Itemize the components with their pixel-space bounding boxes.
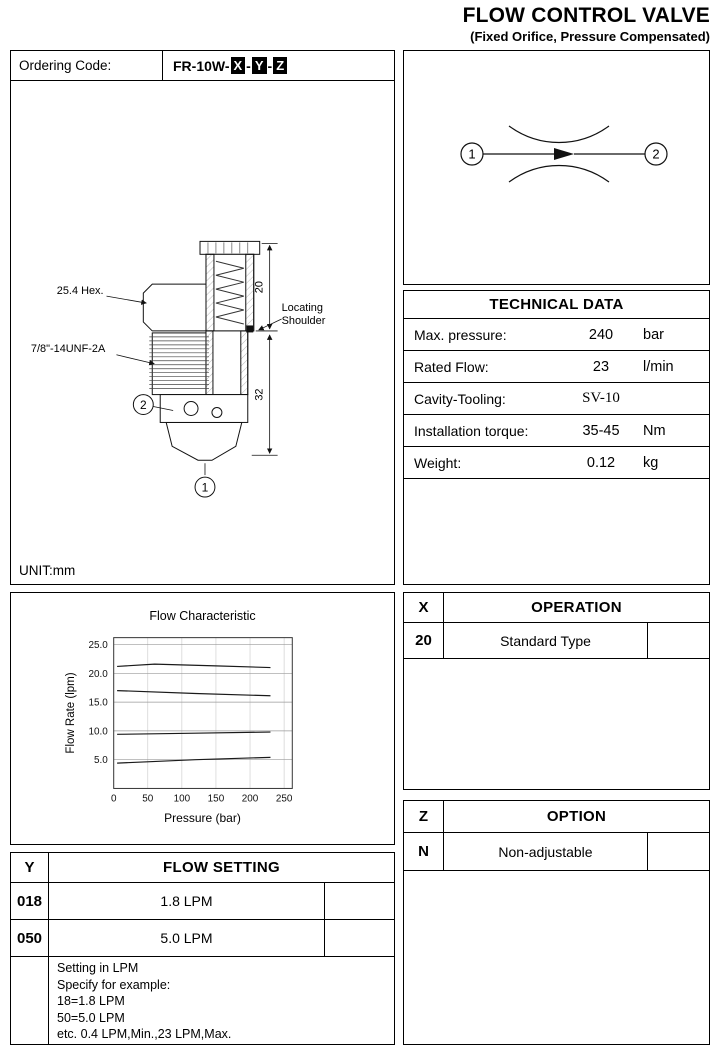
valve-thread-section (152, 333, 206, 395)
chart-series-line (117, 691, 270, 696)
chart-xtick-label: 150 (207, 793, 225, 805)
option-code: N (404, 833, 444, 870)
hex-size-label: 25.4 Hex. (56, 285, 104, 298)
flow-setting-label: 5.0 LPM (160, 930, 213, 946)
symbol-port-2-number: 2 (652, 146, 660, 162)
dim-32-label: 32 (253, 388, 266, 401)
ordering-code-sep2: - (267, 57, 273, 74)
flow-setting-panel (10, 852, 395, 1045)
chart-y-axis-label: Flow Rate (lpm) (65, 672, 77, 754)
operation-label: Standard Type (500, 632, 591, 649)
chart-x-axis-label: Pressure (bar) (164, 811, 241, 825)
valve-body-group (143, 241, 259, 460)
table-row (404, 623, 709, 659)
option-key-header: Z (404, 801, 444, 832)
note-line: Setting in LPM (57, 961, 139, 975)
flow-setting-note (11, 957, 394, 1044)
chart-series-line (117, 664, 270, 667)
option-label: Non-adjustable (498, 843, 593, 860)
chart-ytick-label: 5.0 (93, 755, 108, 767)
flow-setting-header-row (11, 853, 394, 883)
flow-setting-note-spacer (11, 957, 49, 1044)
tech-value: 23 (592, 358, 610, 375)
schematic-panel (403, 50, 710, 285)
flow-setting-note-body (49, 957, 231, 1044)
thread-leader (116, 355, 154, 364)
tech-value: 35-45 (582, 422, 620, 439)
flow-arrow (554, 148, 574, 160)
table-row (404, 351, 709, 383)
operation-code: 20 (404, 623, 444, 658)
page-subtitle: (Fixed Orifice, Pressure Compensated) (470, 29, 710, 44)
hydraulic-symbol (404, 51, 709, 284)
drawing-panel (10, 50, 395, 585)
valve-section-drawing (11, 81, 394, 551)
table-row (404, 833, 709, 871)
chart-title: Flow Characteristic (149, 609, 256, 623)
technical-data-title: TECHNICAL DATA (404, 291, 709, 319)
tech-value: 0.12 (586, 454, 616, 471)
chart-xtick-label: 250 (275, 793, 293, 805)
operation-end-cell (647, 623, 709, 658)
note-line: 18=1.8 LPM (57, 994, 125, 1008)
tech-label: Cavity-Tooling: (414, 390, 506, 407)
valve-wall-hatch (206, 331, 213, 395)
title-block (463, 4, 710, 44)
flow-characteristic-chart (11, 593, 394, 844)
table-row (404, 319, 709, 351)
ordering-code-x: X (231, 57, 246, 74)
page-title: FLOW CONTROL VALVE (462, 4, 710, 27)
table-row (404, 415, 709, 447)
hex-leader (107, 296, 147, 303)
option-panel (403, 800, 710, 1045)
flow-setting-code: 018 (11, 883, 49, 919)
operation-panel (403, 592, 710, 790)
table-row (11, 920, 394, 957)
flow-setting-title: FLOW SETTING (163, 859, 280, 876)
ordering-code-value (163, 51, 288, 80)
note-line: Specify for example: (57, 977, 171, 992)
tech-unit: bar (643, 326, 664, 343)
port-2-number: 2 (139, 398, 147, 413)
ordering-code-label: Ordering Code: (11, 51, 163, 80)
technical-data-panel (403, 290, 710, 585)
chart-xtick-label: 100 (173, 793, 191, 805)
chart-xtick-label: 0 (110, 793, 117, 805)
tech-unit: Nm (643, 422, 666, 439)
ordering-code-sep1: - (246, 57, 251, 74)
chart-series-line (117, 732, 270, 734)
valve-cross-hole (212, 408, 222, 418)
table-row (404, 447, 709, 479)
flow-characteristic-panel (10, 592, 395, 845)
operation-key-header: X (404, 593, 444, 622)
tech-label: Weight: (414, 454, 462, 471)
orifice-curve-bottom (509, 166, 609, 183)
locating-shoulder-leader (259, 319, 282, 330)
valve-nose (166, 422, 242, 460)
port-1-number: 1 (201, 480, 209, 495)
chart-xtick-label: 200 (241, 793, 259, 805)
valve-wall-hatch (241, 331, 248, 395)
valve-seal-ring (247, 326, 253, 332)
unit-label: UNIT:mm (19, 563, 76, 578)
operation-header-row (404, 593, 709, 623)
tech-label: Rated Flow: (414, 358, 489, 375)
ordering-code-prefix: FR-10W- (173, 57, 230, 74)
tech-unit: kg (643, 454, 659, 471)
operation-title: OPERATION (531, 599, 622, 616)
valve-hex-head (143, 284, 206, 331)
tech-label: Max. pressure: (414, 326, 507, 343)
tech-value: 240 (588, 326, 614, 343)
table-row (404, 383, 709, 415)
tech-value: SV-10 (582, 390, 620, 406)
locating-label-line1: Locating (281, 302, 323, 315)
valve-wall-hatch (206, 254, 214, 331)
ordering-code-y: Y (252, 57, 267, 74)
chart-ytick-label: 20.0 (88, 668, 108, 680)
flow-setting-end-cell (324, 920, 394, 956)
ordering-code-z: Z (273, 57, 287, 74)
option-title: OPTION (546, 808, 607, 825)
tech-unit: l/min (643, 358, 674, 375)
chart-ytick-label: 25.0 (88, 640, 108, 652)
valve-cross-hole (184, 402, 198, 416)
note-line: etc. 0.4 LPM,Min.,23 LPM,Max. (57, 1027, 232, 1041)
note-line: 50=5.0 LPM (57, 1010, 125, 1025)
chart-plot-border (114, 638, 293, 789)
chart-ytick-label: 15.0 (88, 697, 108, 709)
orifice-curve-top (509, 126, 609, 143)
option-end-cell (647, 833, 709, 870)
table-row (11, 883, 394, 920)
flow-setting-end-cell (324, 883, 394, 919)
valve-lower-body (160, 395, 248, 423)
chart-ytick-label: 10.0 (88, 726, 108, 738)
chart-xtick-label: 50 (142, 793, 154, 805)
flow-setting-label: 1.8 LPM (160, 893, 213, 909)
symbol-port-1-number: 1 (468, 146, 476, 162)
dim-20-label: 20 (253, 281, 266, 294)
ordering-code-row (11, 51, 394, 81)
thread-spec-label: 7/8"-14UNF-2A (30, 342, 106, 355)
tech-label: Installation torque: (414, 422, 529, 439)
locating-label-line2: Shoulder (281, 314, 326, 327)
flow-setting-key-header: Y (11, 853, 49, 882)
valve-wall-hatch (246, 254, 254, 331)
valve-top-cap (200, 241, 260, 254)
option-header-row (404, 801, 709, 833)
flow-setting-code: 050 (11, 920, 49, 956)
chart-series-line (117, 757, 270, 763)
